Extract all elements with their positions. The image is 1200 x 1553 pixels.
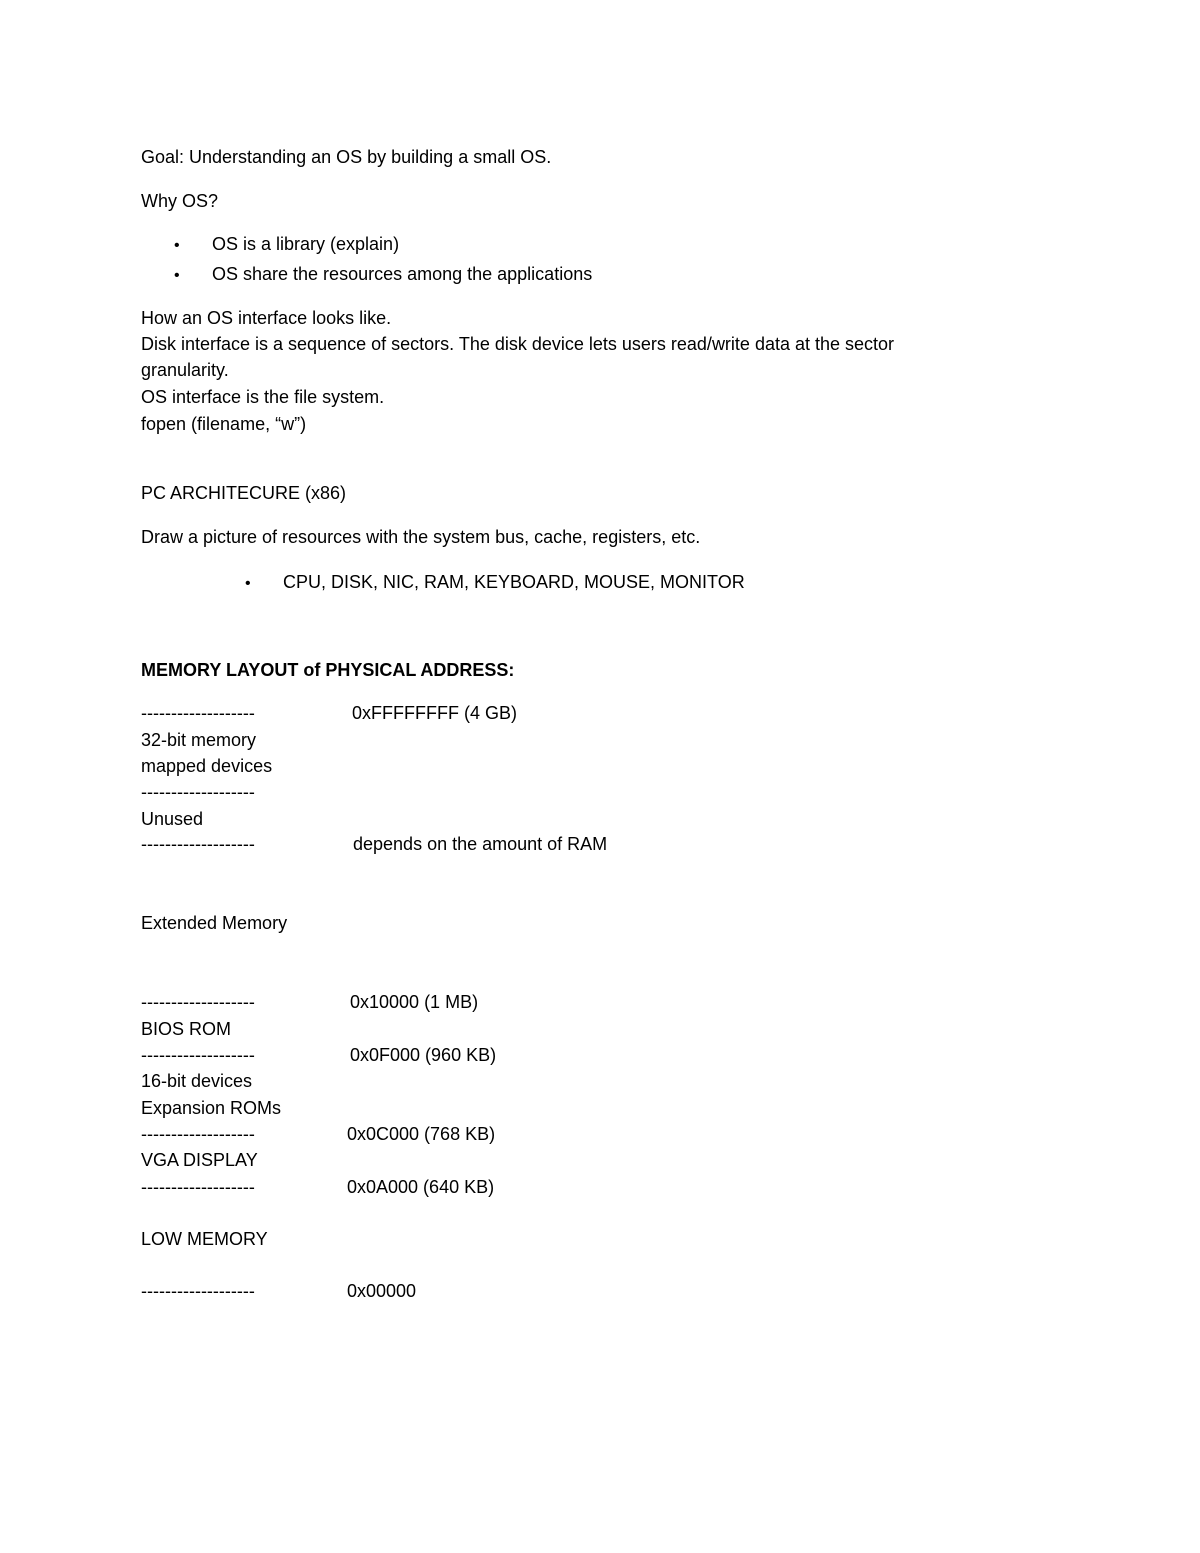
address-label: 0x0A000 (640 KB) [347, 1177, 495, 1197]
address-label: depends on the amount of RAM [353, 834, 608, 854]
memory-heading: MEMORY LAYOUT of PHYSICAL ADDRESS: [141, 660, 515, 680]
region-label: VGA DISPLAY [141, 1150, 258, 1170]
address-label: 0x10000 (1 MB) [350, 992, 479, 1012]
address-label: 0x0F000 (960 KB) [350, 1045, 497, 1065]
list-item [174, 233, 399, 257]
interface-text: How an OS interface looks like. [141, 308, 392, 328]
list-item [245, 571, 745, 595]
interface-text: Disk interface is a sequence of sectors. The disk device lets users read/write data at the sector [141, 334, 895, 354]
architecture-heading: PC ARCHITECURE (x86) [141, 483, 347, 503]
bullet-icon: • [174, 267, 180, 284]
bullet-icon: • [174, 237, 180, 254]
divider-line: ------------------- [141, 1124, 255, 1144]
divider-line: ------------------- [141, 1281, 255, 1301]
address-label: 0x00000 [347, 1281, 417, 1301]
region-label: Unused [141, 809, 204, 829]
divider-line: ------------------- [141, 782, 255, 802]
region-label: mapped devices [141, 756, 273, 776]
address-label: 0x0C000 (768 KB) [347, 1124, 496, 1144]
divider-line: ------------------- [141, 834, 255, 854]
region-label: 32-bit memory [141, 730, 257, 750]
divider-line: ------------------- [141, 1045, 255, 1065]
divider-line: ------------------- [141, 1177, 255, 1197]
region-label: LOW MEMORY [141, 1229, 268, 1249]
list-item-text: OS share the resources among the applications [212, 264, 593, 284]
goal-text: Goal: Understanding an OS by building a small OS. [141, 147, 552, 167]
interface-text: granularity. [141, 360, 229, 380]
region-label: 16-bit devices [141, 1071, 253, 1091]
interface-text: OS interface is the file system. [141, 387, 385, 407]
address-label: 0xFFFFFFFF (4 GB) [352, 703, 517, 723]
interface-text: fopen (filename, “w”) [141, 414, 307, 434]
why-os-heading: Why OS? [141, 191, 219, 211]
region-label: BIOS ROM [141, 1019, 232, 1039]
architecture-instruction: Draw a picture of resources with the system bus, cache, registers, etc. [141, 527, 701, 547]
list-item [174, 263, 592, 287]
list-item-text: CPU, DISK, NIC, RAM, KEYBOARD, MOUSE, MONITOR [283, 572, 745, 592]
divider-line: ------------------- [141, 703, 255, 723]
region-label: Expansion ROMs [141, 1098, 282, 1118]
divider-line: ------------------- [141, 992, 255, 1012]
bullet-icon: • [245, 575, 251, 592]
region-label: Extended Memory [141, 913, 288, 933]
list-item-text: OS is a library (explain) [212, 234, 400, 254]
